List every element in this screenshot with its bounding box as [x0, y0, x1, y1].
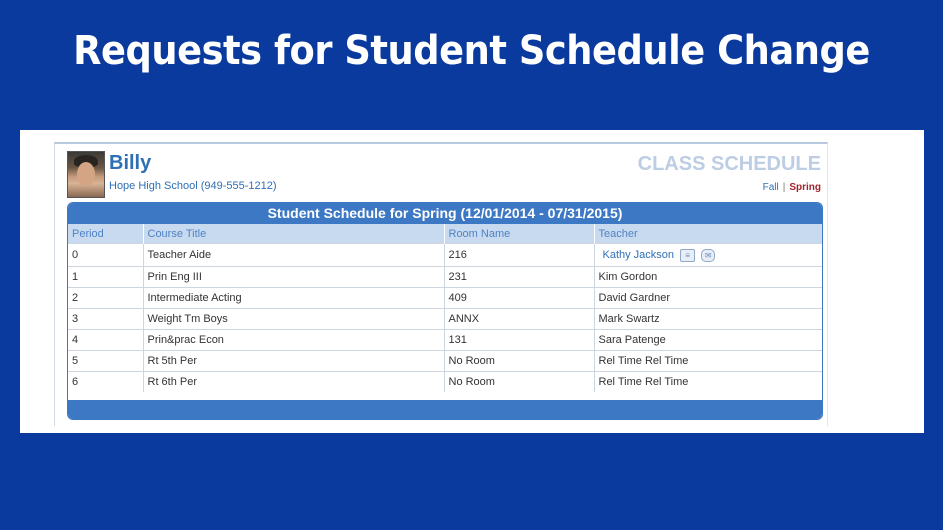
teacher-cell: Sara Patenge	[594, 330, 822, 351]
room-cell: 409	[444, 288, 594, 309]
table-header-row	[68, 224, 822, 244]
table-row	[68, 372, 822, 393]
class-schedule-card	[54, 142, 828, 426]
teacher-cell: Kim Gordon	[594, 267, 822, 288]
course-cell: Weight Tm Boys	[143, 309, 444, 330]
teacher-cell: Rel Time Rel Time	[594, 372, 822, 393]
room-cell: ANNX	[444, 309, 594, 330]
period-cell: 5	[68, 351, 143, 372]
period-cell: 3	[68, 309, 143, 330]
table-row	[68, 288, 822, 309]
course-cell: Rt 6th Per	[143, 372, 444, 393]
room-cell: 131	[444, 330, 594, 351]
term-separator: |	[782, 182, 786, 193]
screenshot-panel	[20, 130, 924, 433]
table-row	[68, 330, 822, 351]
table-row	[68, 309, 822, 330]
avatar	[67, 151, 105, 198]
term-links	[763, 182, 821, 193]
table-row	[68, 351, 822, 372]
teacher-cell	[594, 244, 822, 267]
room-cell: 216	[444, 244, 594, 267]
column-header-teacher: Teacher	[594, 224, 822, 244]
schedule-table-container	[67, 202, 823, 420]
schedule-footer-bar	[68, 400, 822, 419]
school-info: Hope High School (949-555-1212)	[109, 180, 277, 192]
teacher-cell: Rel Time Rel Time	[594, 351, 822, 372]
schedule-table	[68, 224, 822, 392]
term-fall-link[interactable]: Fall	[762, 182, 779, 193]
email-icon[interactable]: ✉	[701, 249, 715, 262]
term-spring-link[interactable]: Spring	[789, 182, 821, 193]
course-cell: Rt 5th Per	[143, 351, 444, 372]
student-name: Billy	[109, 152, 152, 174]
table-row	[68, 267, 822, 288]
course-cell: Teacher Aide	[143, 244, 444, 267]
teacher-link[interactable]: Kathy Jackson	[602, 248, 675, 261]
course-cell: Intermediate Acting	[143, 288, 444, 309]
column-header-room-name: Room Name	[444, 224, 594, 244]
room-cell: No Room	[444, 351, 594, 372]
period-cell: 2	[68, 288, 143, 309]
period-cell: 4	[68, 330, 143, 351]
period-cell: 1	[68, 267, 143, 288]
column-header-course-title: Course Title	[143, 224, 444, 244]
period-cell: 0	[68, 244, 143, 267]
room-cell: No Room	[444, 372, 594, 393]
page-title: CLASS SCHEDULE	[637, 153, 821, 175]
teacher-cell: David Gardner	[594, 288, 822, 309]
schedule-title: Student Schedule for Spring (12/01/2014 - 07/31/2015)	[68, 203, 822, 224]
column-header-period: Period	[68, 224, 143, 244]
room-cell: 231	[444, 267, 594, 288]
course-cell: Prin&prac Econ	[143, 330, 444, 351]
teacher-cell: Mark Swartz	[594, 309, 822, 330]
table-row	[68, 244, 822, 267]
period-cell: 6	[68, 372, 143, 393]
slide-title: Requests for Student Schedule Change	[73, 28, 870, 74]
course-cell: Prin Eng III	[143, 267, 444, 288]
note-icon[interactable]: ≡	[680, 249, 695, 262]
